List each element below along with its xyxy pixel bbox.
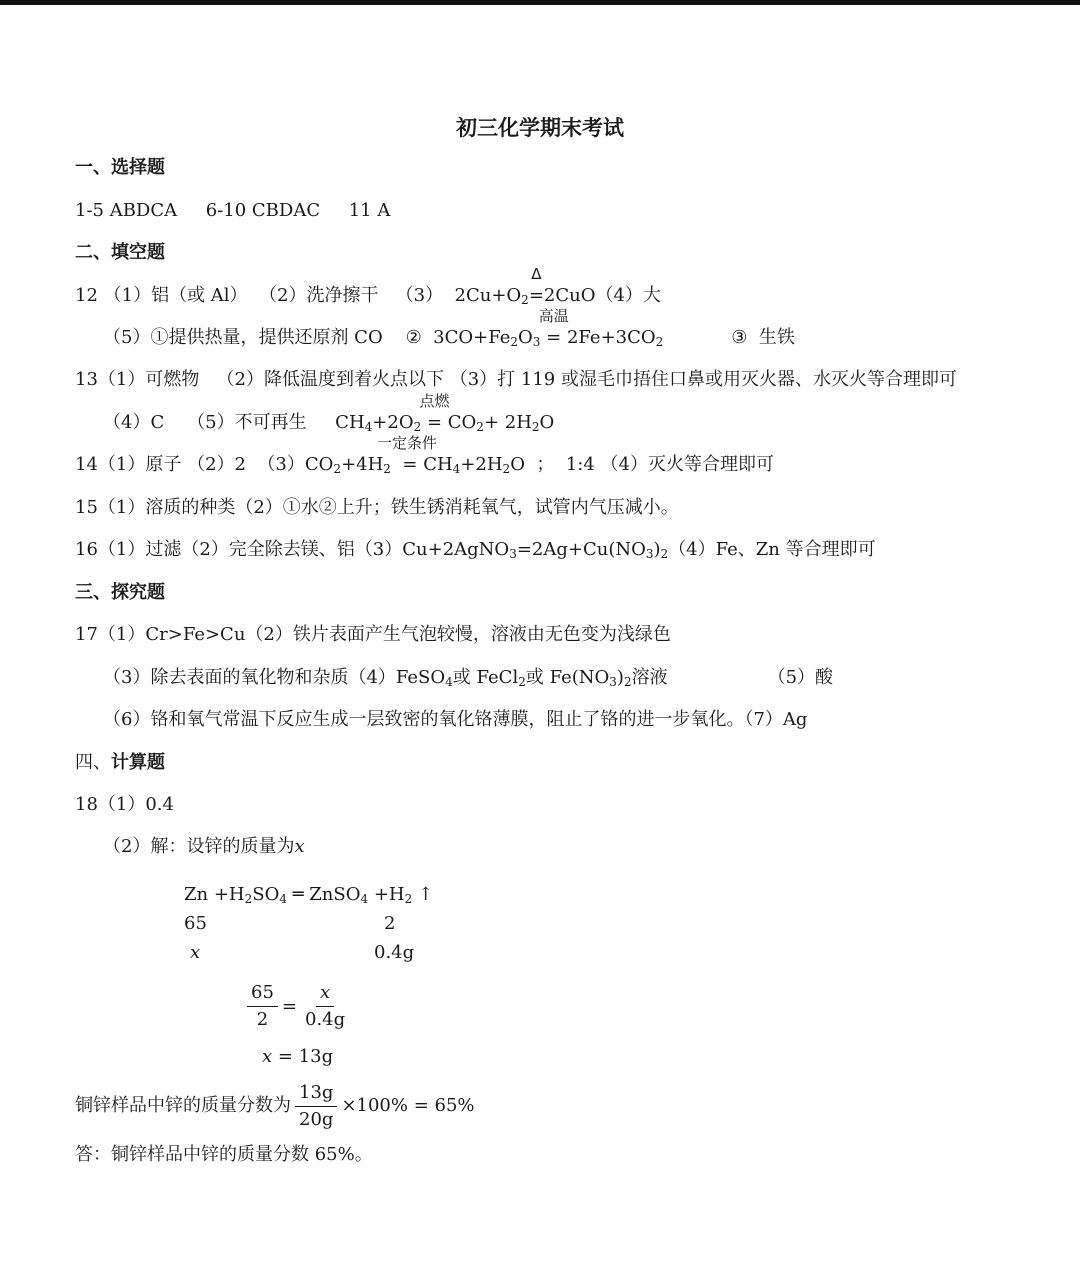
section-heading-calc [75, 751, 165, 775]
q12-line2-text-c: ③ 生铁 [731, 327, 795, 348]
q16-text-a: 16（1）过滤（2）完全除去镁、铝（3）Cu+2AgNO [75, 539, 510, 560]
fraction-denominator: 20g [299, 1108, 334, 1130]
reaction-condition-high-temp [538, 307, 569, 350]
q13-line2-text-d: + 2H [483, 412, 532, 433]
zinc-reaction-equation [184, 883, 433, 907]
q14-text-a: 14（1）原子 （2）2 （3）CO [75, 454, 334, 475]
equals-sign: = [281, 995, 297, 1017]
q17-line1: 17（1）Cr>Fe>Cu（2）铁片表面产生气泡较慢，溶液由无色变为浅绿色 [75, 624, 671, 645]
subscript: 2 [510, 335, 519, 349]
q17-line2-text-d: ) [616, 667, 624, 688]
subscript: 2 [655, 335, 664, 349]
fraction-denominator: 2 [256, 1009, 269, 1030]
eq-text-e: ↑ [412, 884, 434, 905]
q17-line2-text-c: 或 Fe(NO [525, 667, 610, 688]
equals-sign: = [421, 412, 448, 433]
condition-label: 一定条件 [377, 434, 438, 452]
equals-sign: = [528, 285, 544, 306]
q15-line: 15（1）溶质的种类（2）①水②上升；铁生锈消耗氧气，试管内气压减小。 [75, 497, 679, 518]
subscript: 2 [623, 675, 632, 689]
subscript: 2 [404, 892, 413, 906]
q16-text-d: （4）Fe、Zn 等合理即可 [668, 539, 876, 560]
condition-label: 高温 [538, 307, 569, 325]
subscript: 2 [502, 462, 511, 476]
subscript: 2 [333, 462, 342, 476]
subscript: 2 [660, 547, 669, 561]
subscript: 2 [383, 462, 391, 476]
subscript: 4 [445, 675, 453, 689]
subscript: 4 [364, 420, 373, 434]
fraction-numerator: 65 [247, 982, 278, 1007]
fraction-65-over-2 [247, 982, 278, 1031]
fraction-numerator: 13g [295, 1082, 337, 1107]
q14-text-d: +2H [460, 454, 503, 475]
q14-text-e: O ； 1:4 （4）灭火等合理即可 [510, 454, 774, 475]
variable-x: x [262, 1046, 273, 1067]
section-heading-choice: 一、选择题 [75, 157, 165, 178]
q16-text-b: =2Ag+Cu(NO [516, 539, 646, 560]
equals-sign: = [540, 327, 567, 348]
subscript: 3 [645, 547, 654, 561]
molar-mass-h2: 2 [384, 913, 396, 934]
q18-line2-text: （2）解：设锌的质量为 [103, 836, 295, 857]
condition-label: 点燃 [419, 392, 450, 410]
eq-text-a: Zn +H [184, 884, 245, 905]
q12-line2 [103, 307, 795, 350]
q14-text-b: +4H [341, 454, 384, 475]
eq-text-d: +H [368, 884, 405, 905]
eq-text-b: SO [252, 884, 280, 905]
fraction-x-over-04g [301, 982, 349, 1031]
q12-text-a: 12 （1）铝（或 Al） （2）洗净擦干 （3） 2Cu+O [75, 285, 522, 306]
subscript: 2 [476, 420, 484, 434]
q14-text-c: CH [423, 454, 453, 475]
mass-h2: 0.4g [374, 942, 415, 963]
q17-line3: （6）铬和氧气常温下反应生成一层致密的氧化铬薄膜，阻止了铬的进一步氧化。（7）Ag [103, 709, 808, 730]
subscript: 4 [452, 462, 461, 476]
subscript: 3 [609, 675, 617, 689]
q12-line1 [75, 265, 661, 308]
q13-line2 [103, 392, 555, 435]
q13-line2-text-e: O [539, 412, 555, 433]
q14-line [75, 434, 774, 477]
mass-fraction-line [75, 1080, 475, 1132]
condition-label: Δ [531, 265, 542, 283]
variable-x: x [294, 836, 305, 857]
q13-line2-text-b: +2O [372, 412, 414, 433]
top-border-bar [0, 0, 1080, 5]
page-title: 初三化学期末考试 [456, 116, 624, 140]
q12-line2-text-a: （5）①提供热量，提供还原剂 CO ② 3CO+Fe [103, 327, 511, 348]
unknown-x: x [190, 942, 201, 963]
subscript: 2 [413, 420, 422, 434]
subscript: 2 [244, 892, 253, 906]
mass-fraction-label: 铜锌样品中锌的质量分数为 [75, 1095, 291, 1116]
molar-mass-zn: 65 [184, 913, 207, 934]
fraction-denominator: 0.4g [305, 1009, 346, 1030]
subscript: 3 [532, 335, 541, 349]
mass-fraction-result: ×100% = 65% [341, 1095, 475, 1116]
section-label: 计算题 [111, 752, 165, 773]
q12-line2-text-b: 2Fe+3CO [566, 327, 656, 348]
section-heading-inquiry: 三、探究题 [75, 582, 165, 603]
q16-text-c: ) [653, 539, 661, 560]
q17-line2-text-e: 溶液 [631, 667, 668, 688]
q12-line2-o: O [518, 327, 533, 348]
proportion-equation [243, 982, 353, 1031]
result-value: = 13g [272, 1046, 334, 1067]
subscript: 2 [531, 420, 540, 434]
q17-line2-text-f: （5）酸 [767, 667, 834, 688]
result-x [262, 1045, 333, 1069]
subscript: 2 [521, 293, 529, 307]
q13-line2-text-a: （4）C （5）不可再生 CH [103, 412, 365, 433]
q17-line2-text-b: 或 FeCl [452, 667, 519, 688]
equals-sign: = [390, 454, 424, 475]
subscript: 4 [279, 892, 287, 906]
fraction-13g-over-20g [295, 1082, 337, 1131]
section-heading-fill: 二、填空题 [75, 242, 165, 263]
choice-answers: 1-5 ABDCA 6-10 CBDAC 11 A [75, 200, 391, 221]
q12-text-b: 2CuO（4）大 [543, 285, 661, 306]
q13-line1: 13（1）可燃物 （2）降低温度到着火点以下 （3）打 119 或湿毛巾捂住口鼻或用灭火器、水灭火等合理即可 [75, 369, 957, 390]
fraction-numerator: x [316, 982, 334, 1007]
subscript: 2 [518, 675, 526, 689]
q16-line [75, 538, 876, 562]
q18-line1: 18（1）0.4 [75, 794, 174, 815]
q18-line2 [103, 835, 305, 859]
q13-line2-text-c: CO [447, 412, 477, 433]
section-number: 四、 [75, 752, 111, 773]
final-answer: 答：铜锌样品中锌的质量分数 65%。 [75, 1144, 373, 1165]
subscript: 3 [509, 547, 517, 561]
q17-line2 [103, 666, 833, 690]
subscript: 4 [360, 892, 369, 906]
eq-text-c: ═ ZnSO [286, 884, 361, 905]
q17-line2-text-a: （3）除去表面的氧化物和杂质（4）FeSO [103, 667, 446, 688]
